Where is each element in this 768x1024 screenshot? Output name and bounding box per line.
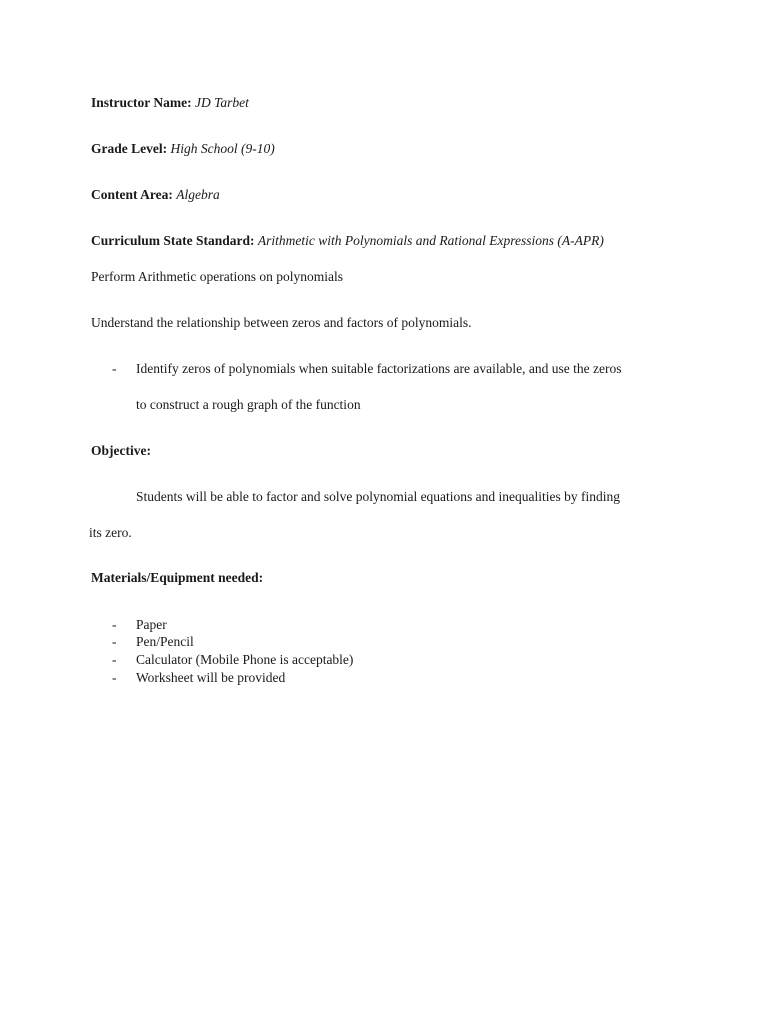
grade-line (91, 141, 275, 157)
instructor-label: Instructor Name: (91, 95, 192, 110)
list-item (0, 634, 400, 651)
instructor-value: JD Tarbet (194, 95, 249, 110)
content-area-label: Content Area: (91, 187, 173, 202)
list-dash: - (112, 634, 117, 649)
list-item-text: Worksheet will be provided (136, 670, 286, 685)
understand-text: Understand the relationship between zeros and factors of polynomials. (91, 315, 472, 330)
objective-line1: Students will be able to factor and solve polynomial equations and inequalities by finding (136, 489, 621, 504)
list-item (0, 670, 400, 687)
identify-bullet-line2: to construct a rough graph of the function (136, 397, 361, 412)
materials-label: Materials/Equipment needed: (91, 570, 264, 585)
grade-label: Grade Level: (91, 141, 168, 156)
list-dash: - (112, 670, 117, 685)
objective-label: Objective: (91, 443, 151, 458)
list-dash: - (112, 617, 117, 632)
standard-value: Arithmetic with Polynomials and Rational Expressions (A-APR) (257, 233, 604, 248)
standard-line (91, 233, 604, 249)
identify-bullet-line1: Identify zeros of polynomials when suitable factorizations are available, and use the zeros (136, 361, 622, 376)
standard-label: Curriculum State Standard: (91, 233, 255, 248)
content-area-value: Algebra (176, 187, 220, 202)
objective-line2: its zero. (89, 525, 132, 540)
identify-bullet-dash: - (112, 361, 117, 376)
list-dash: - (112, 652, 117, 667)
list-item (0, 617, 400, 634)
list-item-text: Pen/Pencil (136, 634, 194, 649)
perform-text: Perform Arithmetic operations on polynomials (91, 269, 343, 284)
content-area-line (91, 187, 220, 203)
list-item-text: Calculator (Mobile Phone is acceptable) (136, 652, 354, 667)
instructor-line (91, 95, 249, 111)
list-item (0, 652, 400, 669)
list-item-text: Paper (136, 617, 167, 632)
grade-value: High School (9-10) (170, 141, 275, 156)
